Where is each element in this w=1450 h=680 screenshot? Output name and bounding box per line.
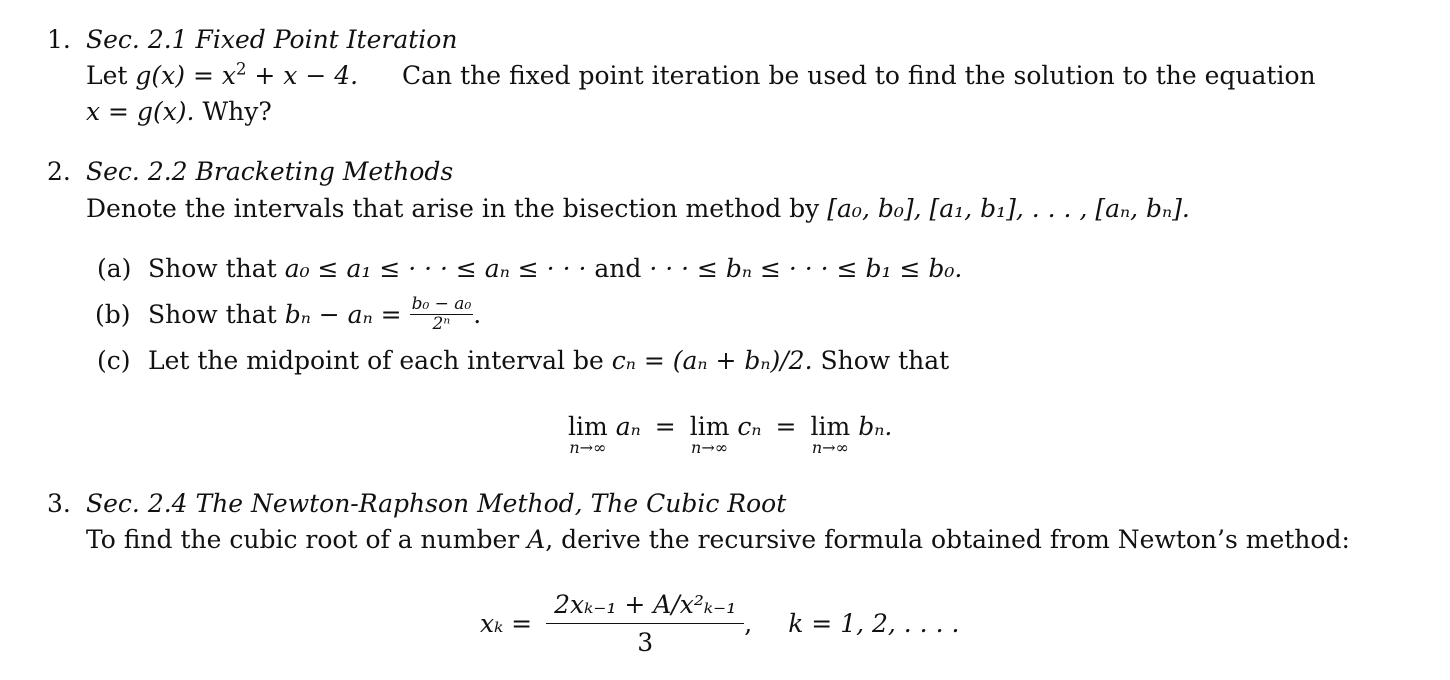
problem-1-number: 1.	[47, 25, 71, 54]
part-b-fraction-numerator: b₀ − a₀	[411, 293, 472, 314]
limit-3-subscript: n→∞	[811, 438, 849, 457]
part-a-content	[148, 256, 962, 281]
problem-3-text-suffix: , derive the recursive formula obtained from Newton’s method:	[545, 525, 1350, 554]
problem-3-variable-a: A	[527, 525, 546, 554]
part-c-label: (c)	[97, 346, 131, 375]
problem-1-line-1	[86, 59, 359, 90]
limit-3-word: lim	[810, 412, 851, 441]
newton-formula-lhs: xₖ =	[480, 608, 533, 638]
part-c-text: Let the midpoint of each interval be	[148, 346, 604, 375]
problem-3-text	[86, 527, 1350, 552]
part-b-fraction-denominator: 2ⁿ	[432, 313, 451, 334]
problem-1-exponent: 2	[235, 59, 247, 79]
limit-term-c: cₙ	[737, 412, 762, 441]
part-b-period: .	[473, 299, 482, 329]
part-a-math-left: a₀ ≤ a₁ ≤ · · · ≤ aₙ ≤ · · ·	[284, 254, 587, 283]
part-c-show-that: Show that	[820, 346, 950, 375]
limit-1	[568, 414, 608, 456]
part-b-label: (b)	[95, 300, 131, 329]
problem-2-intro-text: Denote the intervals that arise in the bisection method by	[86, 194, 820, 223]
part-b-lhs: bₙ − aₙ =	[284, 299, 402, 329]
part-c-midpoint-formula: cₙ = (aₙ + bₙ)/2.	[611, 346, 813, 375]
newton-formula	[480, 585, 959, 661]
limit-equals-2: =	[775, 412, 797, 441]
limit-3	[811, 414, 851, 456]
problem-3-section-title: Sec. 2.4 The Newton-Raphson Method, The Cubic Root	[86, 489, 787, 518]
part-c-content	[148, 348, 949, 373]
part-b-content	[148, 295, 481, 333]
newton-formula-k-range: k = 1, 2, . . . .	[788, 608, 960, 638]
part-a-math-right: · · · ≤ bₙ ≤ · · · ≤ b₁ ≤ b₀.	[649, 254, 963, 283]
part-a-text: Show that	[148, 254, 277, 283]
limit-term-a: aₙ	[615, 412, 641, 441]
limit-equals-1: =	[654, 412, 676, 441]
problem-1-line-2	[86, 99, 272, 124]
problem-1-let: Let	[86, 61, 136, 90]
problem-1-fixed-point-equation: x = g(x).	[86, 97, 195, 126]
problem-1-question: Can the fixed point iteration be used to find the solution to the equation	[402, 61, 1316, 90]
part-b-text: Show that	[148, 299, 277, 329]
problem-2-number: 2.	[47, 157, 71, 186]
problem-1-rest: + x − 4.	[246, 61, 359, 90]
limit-1-subscript: n→∞	[569, 438, 607, 457]
problem-3-text-prefix: To find the cubic root of a number	[86, 525, 520, 554]
problem-2-intro	[86, 196, 1190, 221]
newton-formula-numerator: 2xₖ₋₁ + A/x²ₖ₋₁	[546, 592, 744, 624]
limit-2-word: lim	[689, 412, 730, 441]
problem-1-section-title: Sec. 2.1 Fixed Point Iteration	[86, 25, 458, 54]
limit-2	[690, 414, 730, 456]
problem-1-function: g(x)	[135, 61, 185, 90]
problem-2-intervals: [a₀, b₀], [a₁, b₁], . . . , [aₙ, bₙ].	[827, 194, 1190, 223]
problem-3-number: 3.	[47, 489, 71, 518]
newton-formula-denominator: 3	[637, 627, 654, 657]
part-a-and: and	[594, 254, 642, 283]
problem-1-equals: = x	[185, 61, 236, 90]
problem-1-why: Why?	[202, 97, 272, 126]
part-b-fraction	[410, 293, 474, 334]
limit-display	[568, 414, 892, 456]
newton-formula-fraction	[546, 589, 744, 657]
limit-1-word: lim	[568, 412, 608, 441]
newton-formula-comma: ,	[744, 608, 753, 638]
problem-2-section-title: Sec. 2.2 Bracketing Methods	[86, 157, 454, 186]
limit-term-b: bₙ.	[858, 412, 893, 441]
limit-2-subscript: n→∞	[691, 438, 729, 457]
part-a-label: (a)	[97, 254, 132, 283]
